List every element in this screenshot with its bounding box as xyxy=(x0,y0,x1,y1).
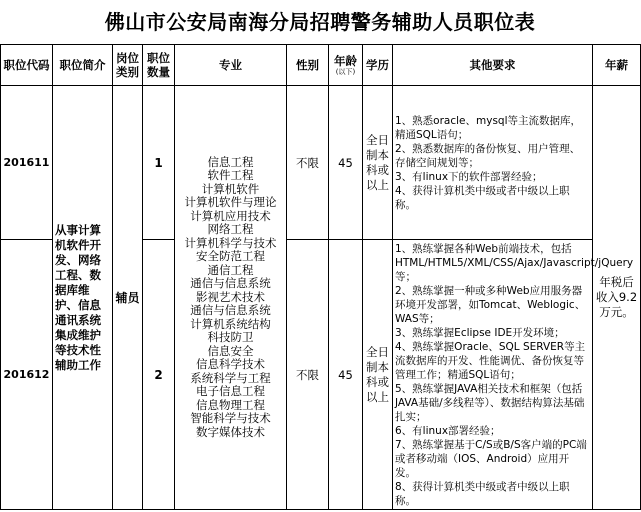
major-item: 计算机软件 xyxy=(201,181,260,196)
header-code: 职位代码 xyxy=(1,45,53,86)
requirement-item: 3、有linux下的软件部署经验； xyxy=(395,170,543,183)
requirement-item: 1、熟练掌握各种Web前端技术，包括HTML/HTML5/XML/CSS/Ajax/Javascript/jQuery等； xyxy=(395,242,634,283)
position-category: 辅员 xyxy=(113,86,143,510)
requirement-item: 7、熟练掌握基于C/S或B/S客户端的PC端或者移动端（IOS、Android）应用开发。 xyxy=(395,438,587,479)
major-item: 计算机系统结构 xyxy=(190,316,271,331)
header-age-note: (以下) xyxy=(335,68,356,76)
major-item: 电子信息工程 xyxy=(196,384,265,399)
major-item: 系统科学与工程 xyxy=(190,370,271,385)
major-item: 安全防范工程 xyxy=(196,249,265,264)
major-item: 信息物理工程 xyxy=(196,397,265,412)
requirement-item: 4、熟练掌握Oracle、SQL SERVER等主流数据库的开发、性能调优、备份恢复等管理工作；精通SQL语句； xyxy=(395,340,586,381)
major-item: 影视艺术技术 xyxy=(196,289,265,304)
position-count: 1 xyxy=(143,86,175,240)
major-item: 计算机应用技术 xyxy=(190,208,271,223)
major-item: 信息安全 xyxy=(207,343,254,358)
major-item: 通信与信息系统 xyxy=(190,303,271,318)
salary-value: 年税后收入9.2万元。 xyxy=(593,86,641,510)
major-item: 通信与信息系统 xyxy=(190,276,271,291)
major-item: 网络工程 xyxy=(207,222,254,237)
position-count: 2 xyxy=(143,240,175,510)
gender-value: 不限 xyxy=(287,86,329,240)
requirement-item: 1、熟悉oracle、mysql等主流数据库，精通SQL语句； xyxy=(395,114,582,141)
requirements xyxy=(393,86,593,240)
requirement-item: 5、熟练掌握JAVA相关技术和框架（包括JAVA基础/多线程等）、数据结构算法基础扎实； xyxy=(395,382,585,423)
table-row xyxy=(1,86,641,240)
major-item: 通信工程 xyxy=(207,262,254,277)
major-item: 科技防卫 xyxy=(207,330,254,345)
header-age-label: 年龄 xyxy=(334,54,357,68)
page-title: 佛山市公安局南海分局招聘警务辅助人员职位表 xyxy=(104,10,536,34)
header-count: 职位数量 xyxy=(143,45,175,86)
major-item: 智能科学与技术 xyxy=(190,411,271,426)
education-value: 全日制本科或以上 xyxy=(363,86,393,240)
requirement-item: 4、获得计算机类中级或者中级以上职称。 xyxy=(395,184,570,211)
gender-value: 不限 xyxy=(287,240,329,510)
table-header-row xyxy=(1,45,641,86)
requirement-item: 2、熟练掌握一种或多种Web应用服务器环境开发部署，如Tomcat、Weblogic、WAS等； xyxy=(395,284,586,325)
positions-table xyxy=(0,44,641,510)
age-value: 45 xyxy=(329,240,363,510)
major-item: 信息工程 xyxy=(207,154,254,169)
education-value: 全日制本科或以上 xyxy=(363,240,393,510)
major-item: 信息科学技术 xyxy=(196,357,265,372)
requirement-item: 2、熟悉数据库的备份恢复、用户管理、存储空间规划等； xyxy=(395,142,581,169)
major-item: 数字媒体技术 xyxy=(196,424,265,439)
header-other: 其他要求 xyxy=(393,45,593,86)
requirement-item: 6、有linux部署经验； xyxy=(395,424,501,437)
header-major: 专业 xyxy=(175,45,287,86)
header-gender: 性别 xyxy=(287,45,329,86)
header-salary: 年薪 xyxy=(593,45,641,86)
position-intro: 从事计算机软件开发、网络工程、数据库维护、信息通讯系统集成维护等技术性辅助工作 xyxy=(53,86,113,510)
header-intro: 职位简介 xyxy=(53,45,113,86)
header-category: 岗位类别 xyxy=(113,45,143,86)
major-list xyxy=(175,86,287,510)
position-code: 201612 xyxy=(1,240,53,510)
major-item: 计算机科学与技术 xyxy=(184,235,277,250)
requirement-item: 8、获得计算机类中级或者中级以上职称。 xyxy=(395,480,570,507)
age-value: 45 xyxy=(329,86,363,240)
major-item: 软件工程 xyxy=(207,168,254,183)
header-age xyxy=(329,45,363,86)
header-education: 学历 xyxy=(363,45,393,86)
position-code: 201611 xyxy=(1,86,53,240)
requirement-item: 3、熟练掌握Eclipse IDE开发环境； xyxy=(395,326,565,339)
major-item: 计算机软件与理论 xyxy=(184,195,277,210)
